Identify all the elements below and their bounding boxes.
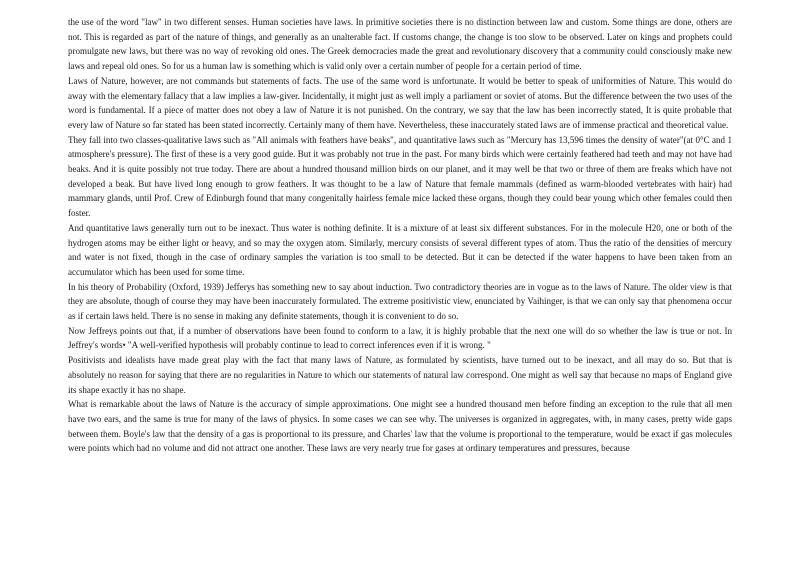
paragraph-7: Positivists and idealists have made great play with the fact that many laws of Nature, as formulated by scientists, have turned out to be inexact, and all may do so. But that is absolutely no reason for saying that there are no regularities in Nature to which our statements of natural law correspond. One might as well say that because no maps of England give its shape exactly it has no shape.	[68, 355, 732, 395]
paragraph-6: Now Jeffreys points out that, if a number of observations have been found to conform to a law, it is highly probable that the next one will do so whether the law is true or not. In Jeffrey's words• "A well-verified hypothesis will probably continue to lead to correct inferences even if it is wrong. "	[68, 325, 732, 351]
paragraph-5: In his theory of Probability (Oxford, 1939) Jefferys has something new to say about induction. Two contradictory theories are in vogue as to the laws of Nature. The older view is that they are absolute, though of course they may have been inaccurately formulated. The extreme positivistic view, enunciated by Vaihinger, is that we can only say that phenomena occur as if certain laws held. There is no sense in making any definite statements, though it is convenient to do so.	[68, 281, 732, 322]
document-page	[68, 15, 732, 456]
paragraph-3: They fall into two classes-qualitative laws such as "All animals with feathers have beaks", and quantitative laws such as "Mercury has 13,596 times the density of water"(at 0°C and 1 atmosphere's pressure). The first of these is a very good guide. But it was probably not true in the past. For many birds which were certainly feathered had teeth and may not have had beaks. And it is quite possibly not true today. There are about a hundred thousand million birds on our planet, and it may well be that two or three of them are freaks which have not developed a beak. But have lived long enough to grow feathers. It was thought to be a law of Nature that female mammals (defined as warm-blooded vertebrates with hair) had mammary glands, until Prof. Crew of Edinburgh found that many congenitally hairless female mice lacked these organs, though they could bear young which other females could then foster.	[68, 134, 732, 219]
paragraph-4: And quantitative laws generally turn out to be inexact. Thus water is nothing definite. It is a mixture of at least six different substances. For in the molecule H20, one or both of the hydrogen atoms may be either light or heavy, and so may the oxygen atom. Similarly, mercury consists of several different types of atom. Thus the ratio of the densities of mercury and water is not fixed, though in the case of ordinary samples the variation is too small to be detected. But it can be detected if the water happens to have been taken from an accumulator which has been used for some time.	[68, 222, 732, 277]
paragraph-1: the use of the word "law" in two different senses. Human societies have laws. In primitive societies there is no distinction between law and custom. Some things are done, others are not. This is regarded as part of the nature of things, and generally as an unalterable fact. If customs change, the change is too slow to be observed. Later on kings and prophets could promulgate new laws, but there was no way of revoking old ones. The Greek democracies made the great and revolutionary discovery that a community could consciously make new laws and repeal old ones. So for us a human law is something which is valid only over a certain number of people for a certain period of time.	[68, 17, 732, 72]
paragraph-8: What is remarkable about the laws of Nature is the accuracy of simple approximations. One might see a hundred thousand men before finding an exception to the rule that all men have two ears, and the same is true for many of the laws of physics. In some cases we can see why. The universes is organized in aggregates, with, in many cases, pretty wide gaps between them. Boyle's law that the density of a gas is proportional to its pressure, and Charles' law that the volume is proportional to the temperature, would be exact if gas molecules were points which had no volume and did not attract one another. These laws are very nearly true for gases at ordinary temperatures and pressures, because	[68, 399, 732, 454]
paragraph-2: Laws of Nature, however, are not commands but statements of facts. The use of the same word is unfortunate. It would be better to speak of uniformities of Nature. This would do away with the elementary fallacy that a law implies a law-giver. Incidentally, it might just as well imply a parliament or soviet of atoms. But the difference between the two uses of the word is fundamental. If a piece of matter does not obey a law of Nature it is not punished. On the contrary, we say that the law has been incorrectly stated, It is quite probable that every law of Nature so far stated has been stated incorrectly. Certainly many of them have. Nevertheless, these inaccurately stated laws are of immense practical and theoretical value.	[68, 75, 732, 130]
